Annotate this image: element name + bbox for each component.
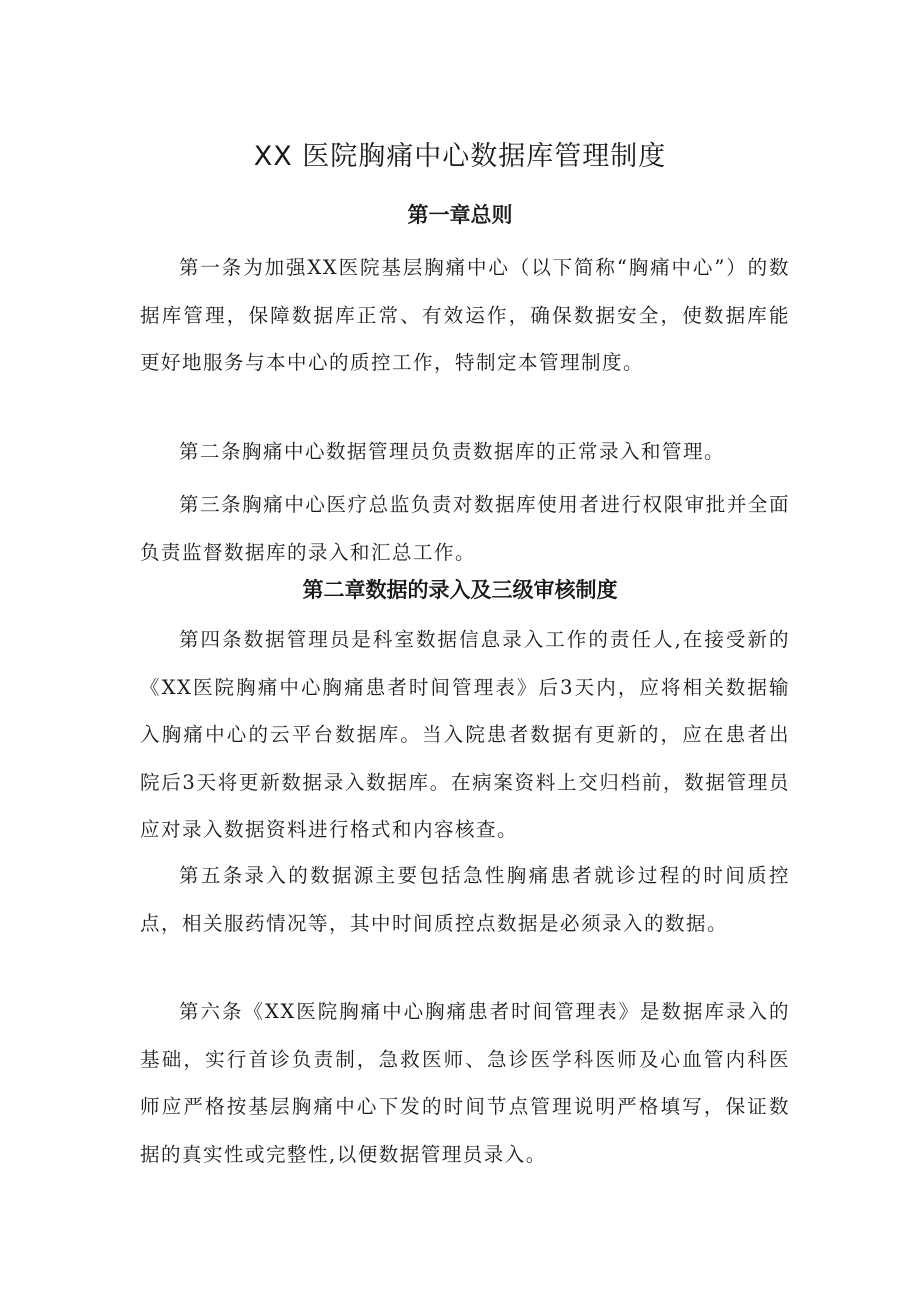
article-6: 第六条《XX医院胸痛中心胸痛患者时间管理表》是数据库录入的基础，实行首诊负责制，急救医师、急诊医学科医师及心血管内科医师应严格按基层胸痛中心下发的时间节点管理说明严格填写，保证数据的真实性或完整性,以便数据管理员录入。 <box>140 1000 790 1166</box>
document-title: XX 医院胸痛中心数据库管理制度 <box>253 141 667 172</box>
article-3: 第三条胸痛中心医疗总监负责对数据库使用者进行权限审批并全面负责监督数据库的录入和汇总工作。 <box>140 493 790 564</box>
article-5: 第五条录入的数据源主要包括急性胸痛患者就诊过程的时间质控点，相关服药情况等，其中时间质控点数据是必须录入的数据。 <box>140 864 790 935</box>
article-4: 第四条数据管理员是科室数据信息录入工作的责任人,在接受新的《XX医院胸痛中心胸痛患者时间管理表》后3天内，应将相关数据输入胸痛中心的云平台数据库。当入院患者数据有更新的，应在患者出院后3天将更新数据录入数据库。在病案资料上交归档前，数据管理员应对录入数据资料进行格式和内容核查。 <box>140 628 790 841</box>
chapter-heading-2: 第二章数据的录入及三级审核制度 <box>302 578 618 602</box>
article-2: 第二条胸痛中心数据管理员负责数据库的正常录入和管理。 <box>179 440 726 463</box>
article-1: 第一条为加强XX医院基层胸痛中心（以下简称“胸痛中心”）的数据库管理，保障数据库正常、有效运作，确保数据安全，使数据库能更好地服务与本中心的质控工作，特制定本管理制度。 <box>140 256 790 374</box>
chapter-heading-1: 第一章总则 <box>407 203 513 227</box>
